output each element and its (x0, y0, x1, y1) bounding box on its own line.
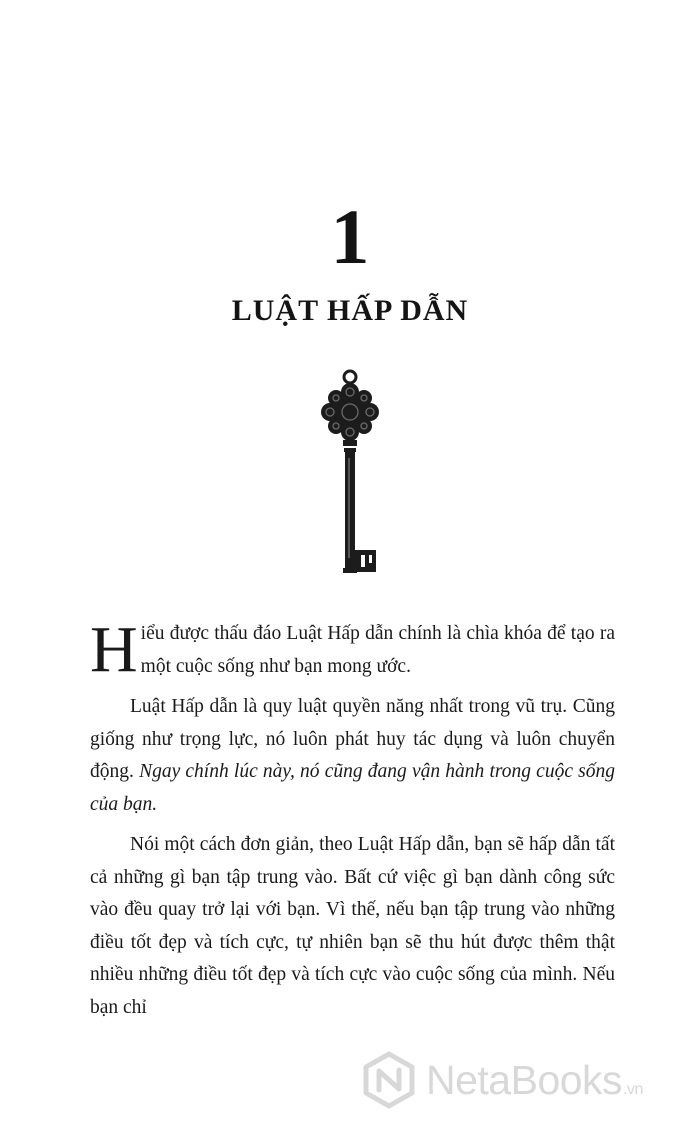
watermark-brand-text: NetaBooks (426, 1056, 623, 1103)
watermark-brand (426, 1057, 643, 1104)
watermark-suffix: .vn (623, 1080, 643, 1098)
netabooks-logo-icon (360, 1051, 418, 1109)
paragraph-2-italic: Ngay chính lúc này, nó cũng đang vận hành trong cuộc sống của bạn. (90, 761, 615, 815)
key-icon (310, 368, 390, 580)
watermark (360, 1048, 690, 1112)
body-text (90, 613, 615, 1024)
paragraph-1 (90, 613, 615, 686)
paragraph-3 (90, 829, 615, 1024)
chapter-number: 1 (330, 193, 370, 280)
paragraph-2 (90, 691, 615, 821)
drop-cap: H (90, 613, 138, 686)
paragraph-1-text: iểu được thấu đáo Luật Hấp dẫn chính là chìa khóa để tạo ra một cuộc sống như bạn mong ước. (140, 623, 615, 677)
paragraph-3-text: Nói một cách đơn giản, theo Luật Hấp dẫn, bạn sẽ hấp dẫn tất cả những gì bạn tập trung vào. Bất cứ việc gì bạn dành công sức vào đều quay trở lại với bạn. Vì thế, nếu bạn tập trung vào những điều tốt đẹp và tích cực, tự nhiên bạn sẽ thu hút được thêm thật nhiều những điều tốt đẹp và tích cực vào cuộc sống của mình. Nếu bạn chỉ (90, 834, 615, 1018)
paragraph-2-text: Luật Hấp dẫn là quy luật quyền năng nhất trong vũ trụ. Cũng giống như trọng lực, nó luôn phát huy tác dụng và luôn chuyển động. (90, 696, 615, 782)
chapter-title: LUẬT HẤP DẪN (231, 294, 469, 327)
